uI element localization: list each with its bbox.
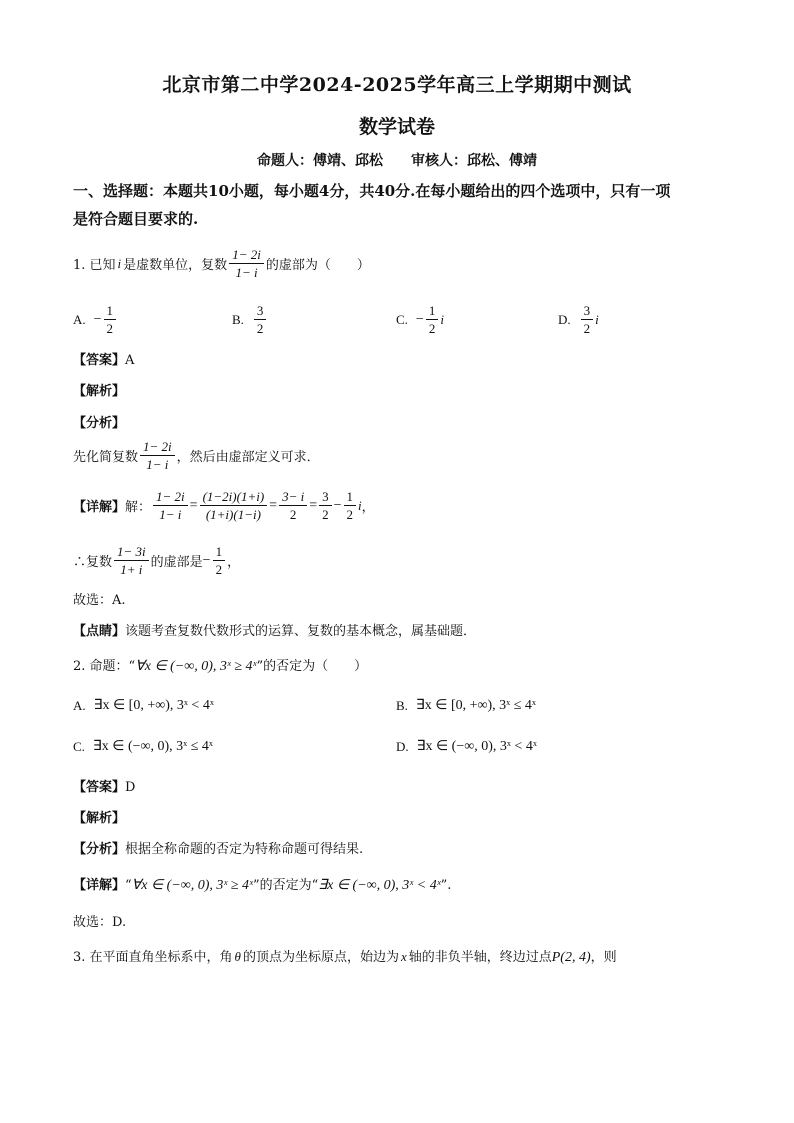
q1-fenxi-tag: 【分析】 [73,416,126,431]
q2-stem-pre: 2. 命题：“ [73,659,136,674]
q3-post: ，则 [590,950,617,965]
section-line-1: 一、选择题：本题共10小题，每小题4分，共40分.在每小题给出的四个选项中，只有一项 [73,182,671,200]
option-label: A. [73,311,86,327]
detail-frac-4 [319,488,332,523]
answer-tag: 【答案】 [73,780,126,795]
section-heading [73,177,670,233]
q3-mid2: 轴的非负半轴，终边过点 [408,950,552,965]
option-fraction [104,302,117,337]
q1-i: i [117,255,122,271]
comment-tag: 【点睛】 [73,624,126,639]
q2-stem-post: ”的否定为（ ） [256,659,368,674]
therefore-pre: ∴复数 [73,555,113,570]
fenxi-post: ，然后由虚部定义可求． [176,450,320,465]
option-fraction [426,302,439,337]
paper-subtitle: 数学试卷 [358,116,435,138]
frac-num: 3 [319,488,332,506]
q2-option-a [73,697,214,714]
q3-x: x [400,949,407,964]
frac-num: 1 [104,302,117,320]
frac-num: 3 [581,302,594,320]
q3-point: P(2, 4) [551,950,591,965]
detail-tag: 【详解】 [73,878,126,893]
q2-analysis-tag: 【解析】 [73,811,126,826]
fenxi-fraction [140,438,175,473]
frac-num: 1 [213,543,226,561]
therefore-end: ， [227,555,241,570]
detail-frac-3 [279,488,307,523]
frac-num: 1 [344,488,357,506]
option-sign: − [93,311,102,327]
q2-option-d [396,738,537,755]
therefore-mid: 的虚部是 [150,555,203,570]
q1-option-c [396,302,444,337]
detail-tag: 【详解】 [73,500,126,515]
frac-den: 2 [289,507,297,522]
q1-option-b [232,302,268,337]
option-math: ∃x ∈ (−∞, 0), 3ˣ ≤ 4ˣ [92,739,213,754]
equals: = [309,497,318,513]
option-label: B. [396,697,408,713]
frac-num: 3− i [279,488,307,506]
comment-text: 该题考查复数代数形式的运算、复数的基本概念，属基础题． [125,624,477,639]
answer-value: D [125,780,136,795]
option-label: C. [396,311,408,327]
option-math: ∃x ∈ (−∞, 0), 3ˣ < 4ˣ [416,739,537,754]
q1-mid: 是虚数单位，复数 [123,258,228,273]
detail-i: i [358,497,362,513]
option-label: A. [73,697,86,713]
frac-den: 2 [346,507,354,522]
q1-suffix: 的虚部为（ ） [265,258,370,273]
frac-num: 3 [254,302,267,320]
question-3-stem [73,946,617,966]
frac-den: 2 [428,321,436,336]
fenxi-text: 根据全称命题的否定为特称命题可得结果. [125,842,364,857]
frac-den: 2 [106,321,114,336]
frac-num: 1− 2i [140,438,175,456]
therefore-value [213,543,226,578]
detail-frac-5 [344,488,357,523]
answer-tag: 【答案】 [73,353,126,368]
q3-theta: θ [234,949,241,964]
q2-stem-math: ∀x ∈ (−∞, 0), 3ˣ ≥ 4ˣ [135,659,257,674]
q1-comment [73,620,476,639]
frac-den: 2 [583,321,591,336]
frac-num: 1− 2i [153,488,188,506]
q1-fenxi-line [73,438,320,473]
frac-den: 2 [322,507,329,522]
equals: = [269,497,278,513]
q1-fraction [229,246,264,281]
detail-frac-1 [153,488,188,523]
frac-den: 2 [256,321,264,336]
answer-value: A [125,353,135,368]
option-tail: i [595,311,599,327]
minus: − [333,497,342,513]
therefore-sign: − [202,552,211,568]
fenxi-tag: 【分析】 [73,842,126,857]
therefore-frac [114,543,149,578]
frac-den: 2 [215,562,223,577]
q1-analysis-tag: 【解析】 [73,384,126,399]
q1-prefix: 1. 已知 [73,258,116,273]
q2-answer [73,776,135,795]
q2-option-b [396,697,536,714]
detail-math-2: ∃x ∈ (−∞, 0), 3ˣ < 4ˣ [318,878,441,893]
option-math: ∃x ∈ [0, +∞), 3ˣ < 4ˣ [93,698,214,713]
q2-option-c [73,738,213,755]
option-fraction [254,302,267,337]
frac-den: 1− i [159,507,182,522]
option-label: D. [396,738,409,754]
detail-math-1: ∀x ∈ (−∞, 0), 3ˣ ≥ 4ˣ [131,878,253,893]
section-line-2: 是符合题目要求的. [73,210,199,228]
detail-end: ”. [440,878,452,893]
detail-q1: “ [125,878,132,893]
page-title: 北京市第二中学2024-2025学年高三上学期期中测试 [162,74,632,96]
q3-mid1: 的顶点为坐标原点，始边为 [242,950,399,965]
fenxi-pre: 先化简复数 [73,450,139,465]
authors-line: 命题人：傅靖、邱松 审核人：邱松、傅靖 [257,153,537,169]
option-label: D. [558,311,571,327]
q1-frac-den: 1− i [235,265,258,280]
equals: = [189,497,198,513]
option-fraction [581,302,594,337]
q1-frac-num: 1− 2i [229,246,264,264]
option-sign: − [415,311,424,327]
q2-detail [73,874,451,894]
option-label: B. [232,311,244,327]
detail-frac-2 [200,488,268,523]
frac-den: (1+i)(1−i) [205,507,261,522]
question-1-stem [73,246,370,281]
q1-option-a [73,302,118,337]
q1-choose: 故选：A. [73,593,126,608]
detail-pre: 解： [125,500,152,515]
q1-option-d [558,302,599,337]
q2-choose: 故选：D. [73,915,127,930]
option-math: ∃x ∈ [0, +∞), 3ˣ ≤ 4ˣ [415,698,536,713]
q1-therefore-line [73,543,240,578]
q2-fenxi [73,838,363,857]
option-tail: i [440,311,444,327]
option-label: C. [73,738,85,754]
frac-den: 1− i [146,457,169,472]
q3-pre: 3. 在平面直角坐标系中，角 [73,950,233,965]
frac-den: 1+ i [120,562,143,577]
q1-answer [73,349,134,368]
frac-num: 1 [426,302,439,320]
q1-detail-line [73,488,375,523]
detail-end: ， [361,500,375,515]
detail-mid: ”的否定为“ [253,878,319,893]
frac-num: (1−2i)(1+i) [200,488,268,506]
frac-num: 1− 3i [114,543,149,561]
question-2-stem [73,655,367,675]
